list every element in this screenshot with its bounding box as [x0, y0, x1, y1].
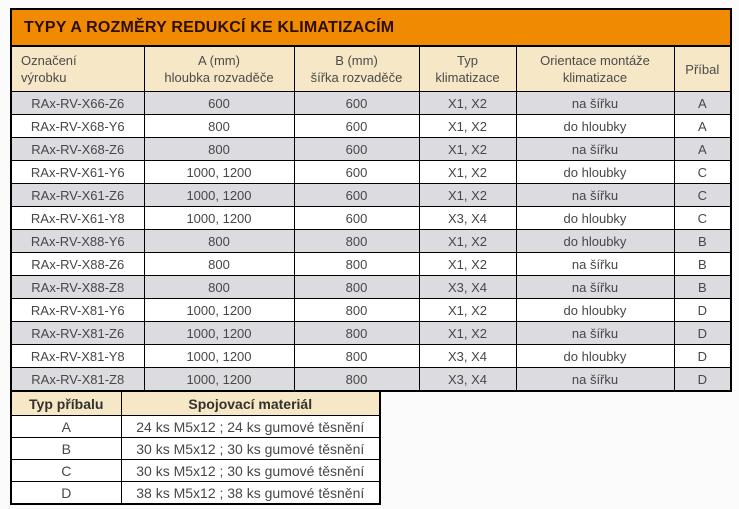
- width-b-cell: 600: [294, 138, 419, 161]
- package-type-cell: A: [11, 416, 121, 438]
- ac-type-cell: X1, X2: [419, 253, 516, 276]
- width-b-cell: 800: [294, 345, 419, 368]
- table-row: [11, 460, 380, 482]
- table-row: [11, 230, 731, 253]
- column-header-ac-type: Typ klimatizace: [419, 46, 516, 92]
- product-code-cell: RAx-RV-X68-Z6: [11, 138, 144, 161]
- ac-type-cell: X1, X2: [419, 299, 516, 322]
- ac-type-cell: X1, X2: [419, 115, 516, 138]
- package-type-cell: C: [11, 460, 121, 482]
- column-header-joining-material: Spojovací materiál: [121, 391, 380, 416]
- package-cell: C: [674, 184, 731, 207]
- package-cell: D: [674, 345, 731, 368]
- table-header-row: [11, 46, 731, 92]
- package-cell: A: [674, 115, 731, 138]
- product-code-cell: RAx-RV-X88-Y6: [11, 230, 144, 253]
- table-header-row: [11, 391, 380, 416]
- orientation-cell: na šířku: [516, 92, 674, 115]
- ac-type-cell: X1, X2: [419, 138, 516, 161]
- package-cell: D: [674, 299, 731, 322]
- joining-material-cell: 38 ks M5x12 ; 38 ks gumové těsnění: [121, 482, 380, 505]
- product-code-cell: RAx-RV-X68-Y6: [11, 115, 144, 138]
- product-code-cell: RAx-RV-X61-Y8: [11, 207, 144, 230]
- orientation-cell: na šířku: [516, 276, 674, 299]
- package-type-cell: D: [11, 482, 121, 505]
- package-material-table: [10, 390, 381, 505]
- product-code-cell: RAx-RV-X61-Z6: [11, 184, 144, 207]
- table-row: [11, 115, 731, 138]
- ac-type-cell: X1, X2: [419, 161, 516, 184]
- width-b-cell: 800: [294, 368, 419, 392]
- orientation-cell: na šířku: [516, 138, 674, 161]
- column-header-package: Příbal: [674, 46, 731, 92]
- orientation-cell: do hloubky: [516, 115, 674, 138]
- package-type-cell: B: [11, 438, 121, 460]
- width-b-cell: 600: [294, 161, 419, 184]
- product-code-cell: RAx-RV-X81-Z6: [11, 322, 144, 345]
- depth-a-cell: 1000, 1200: [144, 299, 294, 322]
- depth-a-cell: 600: [144, 92, 294, 115]
- product-code-cell: RAx-RV-X81-Z8: [11, 368, 144, 392]
- depth-a-cell: 1000, 1200: [144, 322, 294, 345]
- depth-a-cell: 1000, 1200: [144, 161, 294, 184]
- depth-a-cell: 800: [144, 276, 294, 299]
- product-code-cell: RAx-RV-X81-Y6: [11, 299, 144, 322]
- package-cell: A: [674, 138, 731, 161]
- ac-type-cell: X1, X2: [419, 184, 516, 207]
- table-row: [11, 207, 731, 230]
- table-row: [11, 138, 731, 161]
- table-title-row: [11, 9, 731, 46]
- ac-type-cell: X1, X2: [419, 230, 516, 253]
- orientation-cell: na šířku: [516, 322, 674, 345]
- product-code-cell: RAx-RV-X88-Z8: [11, 276, 144, 299]
- depth-a-cell: 1000, 1200: [144, 345, 294, 368]
- width-b-cell: 800: [294, 276, 419, 299]
- orientation-cell: do hloubky: [516, 230, 674, 253]
- joining-material-cell: 24 ks M5x12 ; 24 ks gumové těsnění: [121, 416, 380, 438]
- orientation-cell: na šířku: [516, 184, 674, 207]
- package-cell: D: [674, 322, 731, 345]
- orientation-cell: do hloubky: [516, 161, 674, 184]
- table-row: [11, 482, 380, 505]
- ac-type-cell: X1, X2: [419, 322, 516, 345]
- ac-type-cell: X3, X4: [419, 345, 516, 368]
- column-header-package-type: Typ příbalu: [11, 391, 121, 416]
- column-header-mount-orientation: Orientace montáže klimatizace: [516, 46, 674, 92]
- product-code-cell: RAx-RV-X61-Y6: [11, 161, 144, 184]
- package-cell: C: [674, 207, 731, 230]
- table-row: [11, 416, 380, 438]
- width-b-cell: 600: [294, 92, 419, 115]
- width-b-cell: 800: [294, 322, 419, 345]
- depth-a-cell: 1000, 1200: [144, 207, 294, 230]
- joining-material-cell: 30 ks M5x12 ; 30 ks gumové těsnění: [121, 438, 380, 460]
- package-cell: C: [674, 161, 731, 184]
- depth-a-cell: 800: [144, 115, 294, 138]
- orientation-cell: do hloubky: [516, 299, 674, 322]
- joining-material-cell: 30 ks M5x12 ; 30 ks gumové těsnění: [121, 460, 380, 482]
- product-code-cell: RAx-RV-X66-Z6: [11, 92, 144, 115]
- ac-type-cell: X3, X4: [419, 368, 516, 392]
- width-b-cell: 800: [294, 299, 419, 322]
- width-b-cell: 800: [294, 253, 419, 276]
- ac-type-cell: X3, X4: [419, 207, 516, 230]
- product-code-cell: RAx-RV-X88-Z6: [11, 253, 144, 276]
- package-cell: B: [674, 253, 731, 276]
- width-b-cell: 600: [294, 207, 419, 230]
- depth-a-cell: 800: [144, 253, 294, 276]
- orientation-cell: do hloubky: [516, 207, 674, 230]
- orientation-cell: na šířku: [516, 253, 674, 276]
- ac-type-cell: X1, X2: [419, 92, 516, 115]
- table-row: [11, 299, 731, 322]
- table-row: [11, 184, 731, 207]
- column-header-width-b: B (mm) šířka rozvaděče: [294, 46, 419, 92]
- depth-a-cell: 800: [144, 138, 294, 161]
- width-b-cell: 600: [294, 115, 419, 138]
- table-row: [11, 276, 731, 299]
- package-cell: B: [674, 230, 731, 253]
- width-b-cell: 600: [294, 184, 419, 207]
- table-row: [11, 161, 731, 184]
- width-b-cell: 800: [294, 230, 419, 253]
- table-row: [11, 345, 731, 368]
- reduction-types-table: [10, 8, 732, 392]
- table-row: [11, 92, 731, 115]
- ac-type-cell: X3, X4: [419, 276, 516, 299]
- orientation-cell: na šířku: [516, 368, 674, 392]
- table-row: [11, 253, 731, 276]
- product-code-cell: RAx-RV-X81-Y8: [11, 345, 144, 368]
- orientation-cell: do hloubky: [516, 345, 674, 368]
- package-cell: D: [674, 368, 731, 392]
- table-row: [11, 438, 380, 460]
- package-cell: B: [674, 276, 731, 299]
- package-cell: A: [674, 92, 731, 115]
- table-row: [11, 322, 731, 345]
- table-row: [11, 368, 731, 392]
- column-header-product-code: Označení výrobku: [11, 46, 144, 92]
- depth-a-cell: 1000, 1200: [144, 184, 294, 207]
- column-header-depth-a: A (mm) hloubka rozvaděče: [144, 46, 294, 92]
- depth-a-cell: 800: [144, 230, 294, 253]
- depth-a-cell: 1000, 1200: [144, 368, 294, 392]
- page-title: TYPY A ROZMĚRY REDUKCÍ KE KLIMATIZACÍM: [11, 9, 731, 46]
